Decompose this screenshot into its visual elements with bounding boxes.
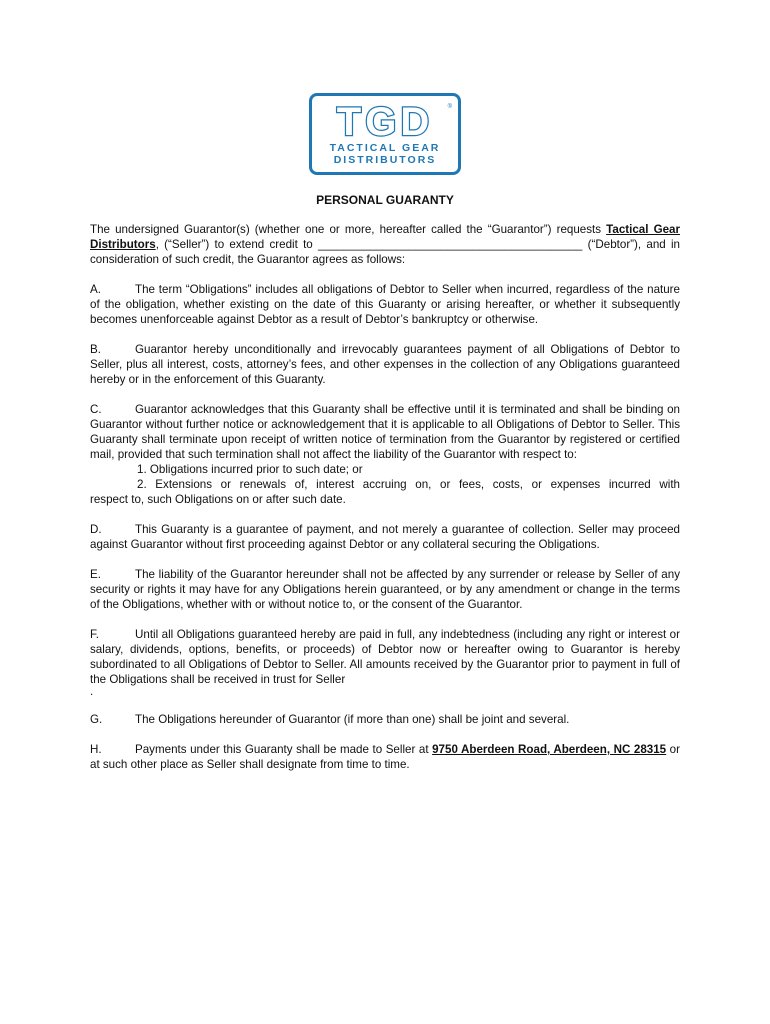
section-d-label: D. bbox=[90, 523, 102, 536]
section-f-text: Until all Obligations guaranteed hereby are paid in full, any indebtedness (including any right or interest or salary, dividends, options, benefits, or proceeds) of Debtor now or hereafter owing to Guarantor is hereby subordinated to all Obligations of Debtor to Seller. All amounts received by the Guarantor prior to payment in full of the Obligations shall be received in trust for Seller bbox=[90, 628, 680, 686]
logo-line-1: TACTICAL GEAR bbox=[329, 142, 441, 154]
section-a bbox=[90, 282, 680, 327]
section-g-label: G. bbox=[90, 713, 103, 726]
debtor-blank-line: _________________________________________ bbox=[318, 238, 583, 251]
section-e bbox=[90, 567, 680, 612]
company-name: Tactical Gear Distributors bbox=[90, 223, 680, 251]
section-c-label: C. bbox=[90, 403, 102, 416]
section-c-item-2: 2. Extensions or renewals of, interest accruing on, or fees, costs, or expenses incurred with bbox=[137, 478, 680, 491]
seller-address: 9750 Aberdeen Road, Aberdeen, NC 28315 bbox=[432, 743, 667, 756]
section-b-label: B. bbox=[90, 343, 101, 356]
section-e-text: The liability of the Guarantor hereunder shall not be affected by any surrender or release by Seller of any security or rights it may have for any Obligations herein guaranteed, or by any amendment or change in the terms of the Obligations, whether with or without notice to, or the consent of the Guarantor. bbox=[90, 568, 680, 611]
section-c-item-1: 1. Obligations incurred prior to such date; or bbox=[137, 463, 363, 476]
section-f-label: F. bbox=[90, 628, 100, 641]
section-g-text: The Obligations hereunder of Guarantor (if more than one) shall be joint and several. bbox=[135, 713, 570, 726]
intro-text-1: The undersigned Guarantor(s) (whether one or more, hereafter called the “Guarantor”) requests bbox=[90, 223, 607, 236]
section-d bbox=[90, 522, 680, 552]
intro-text-3: (“Debtor”), and in consideration of such credit, the Guarantor agrees as follows: bbox=[90, 238, 680, 266]
section-h bbox=[90, 742, 680, 772]
logo-mark: TGD bbox=[336, 100, 434, 144]
document-title: PERSONAL GUARANTY bbox=[316, 193, 454, 207]
section-a-label: A. bbox=[90, 283, 101, 296]
section-a-text: The term “Obligations” includes all obligations of Debtor to Seller when incurred, regardless of the nature of the obligation, whether existing on the date of this Guaranty or arising hereafter, or whether it subsequently becomes unenforceable against Debtor as a result of Debtor’s bankruptcy or otherwise. bbox=[90, 283, 680, 326]
section-d-text: This Guaranty is a guarantee of payment, and not merely a guarantee of collection. Seller may proceed against Guarantor without first proceeding against Debtor or any collateral securing the Obligations. bbox=[90, 523, 680, 551]
section-h-text-2: or at such other place as Seller shall designate from time to time. bbox=[90, 743, 680, 771]
section-c-item-2-cont: respect to, such Obligations on or after such date. bbox=[90, 493, 346, 506]
section-b bbox=[90, 342, 680, 387]
company-logo bbox=[309, 93, 461, 175]
intro-paragraph bbox=[90, 222, 680, 267]
document-body bbox=[90, 222, 680, 787]
section-g bbox=[90, 712, 680, 727]
logo-line-2: DISTRIBUTORS bbox=[333, 154, 437, 166]
section-b-text: Guarantor hereby unconditionally and irrevocably guarantees payment of all Obligations of Debtor to Seller, plus all interest, costs, attorney’s fees, and other expenses in the collection of any Obligations guaranteed hereby or in the enforcement of this Guaranty. bbox=[90, 343, 680, 386]
section-f-trailing: . bbox=[90, 685, 94, 698]
intro-text-2: , (“Seller”) to extend credit to bbox=[155, 238, 319, 251]
section-c-text: Guarantor acknowledges that this Guaranty shall be effective until it is terminated and shall be binding on Guarantor without further notice or acknowledgement that it is applicable to all Obligations of Debtor to Seller. This Guaranty shall terminate upon receipt of written notice of termination from the Guarantor by registered or certified mail, provided that such termination shall not affect the liability of the Guarantor with respect to: bbox=[90, 403, 680, 461]
section-h-text-1: Payments under this Guaranty shall be made to Seller at bbox=[135, 743, 433, 756]
section-c bbox=[90, 402, 680, 462]
section-e-label: E. bbox=[90, 568, 101, 581]
section-h-label: H. bbox=[90, 743, 102, 756]
registered-mark: ® bbox=[447, 104, 452, 110]
section-f bbox=[90, 627, 680, 687]
